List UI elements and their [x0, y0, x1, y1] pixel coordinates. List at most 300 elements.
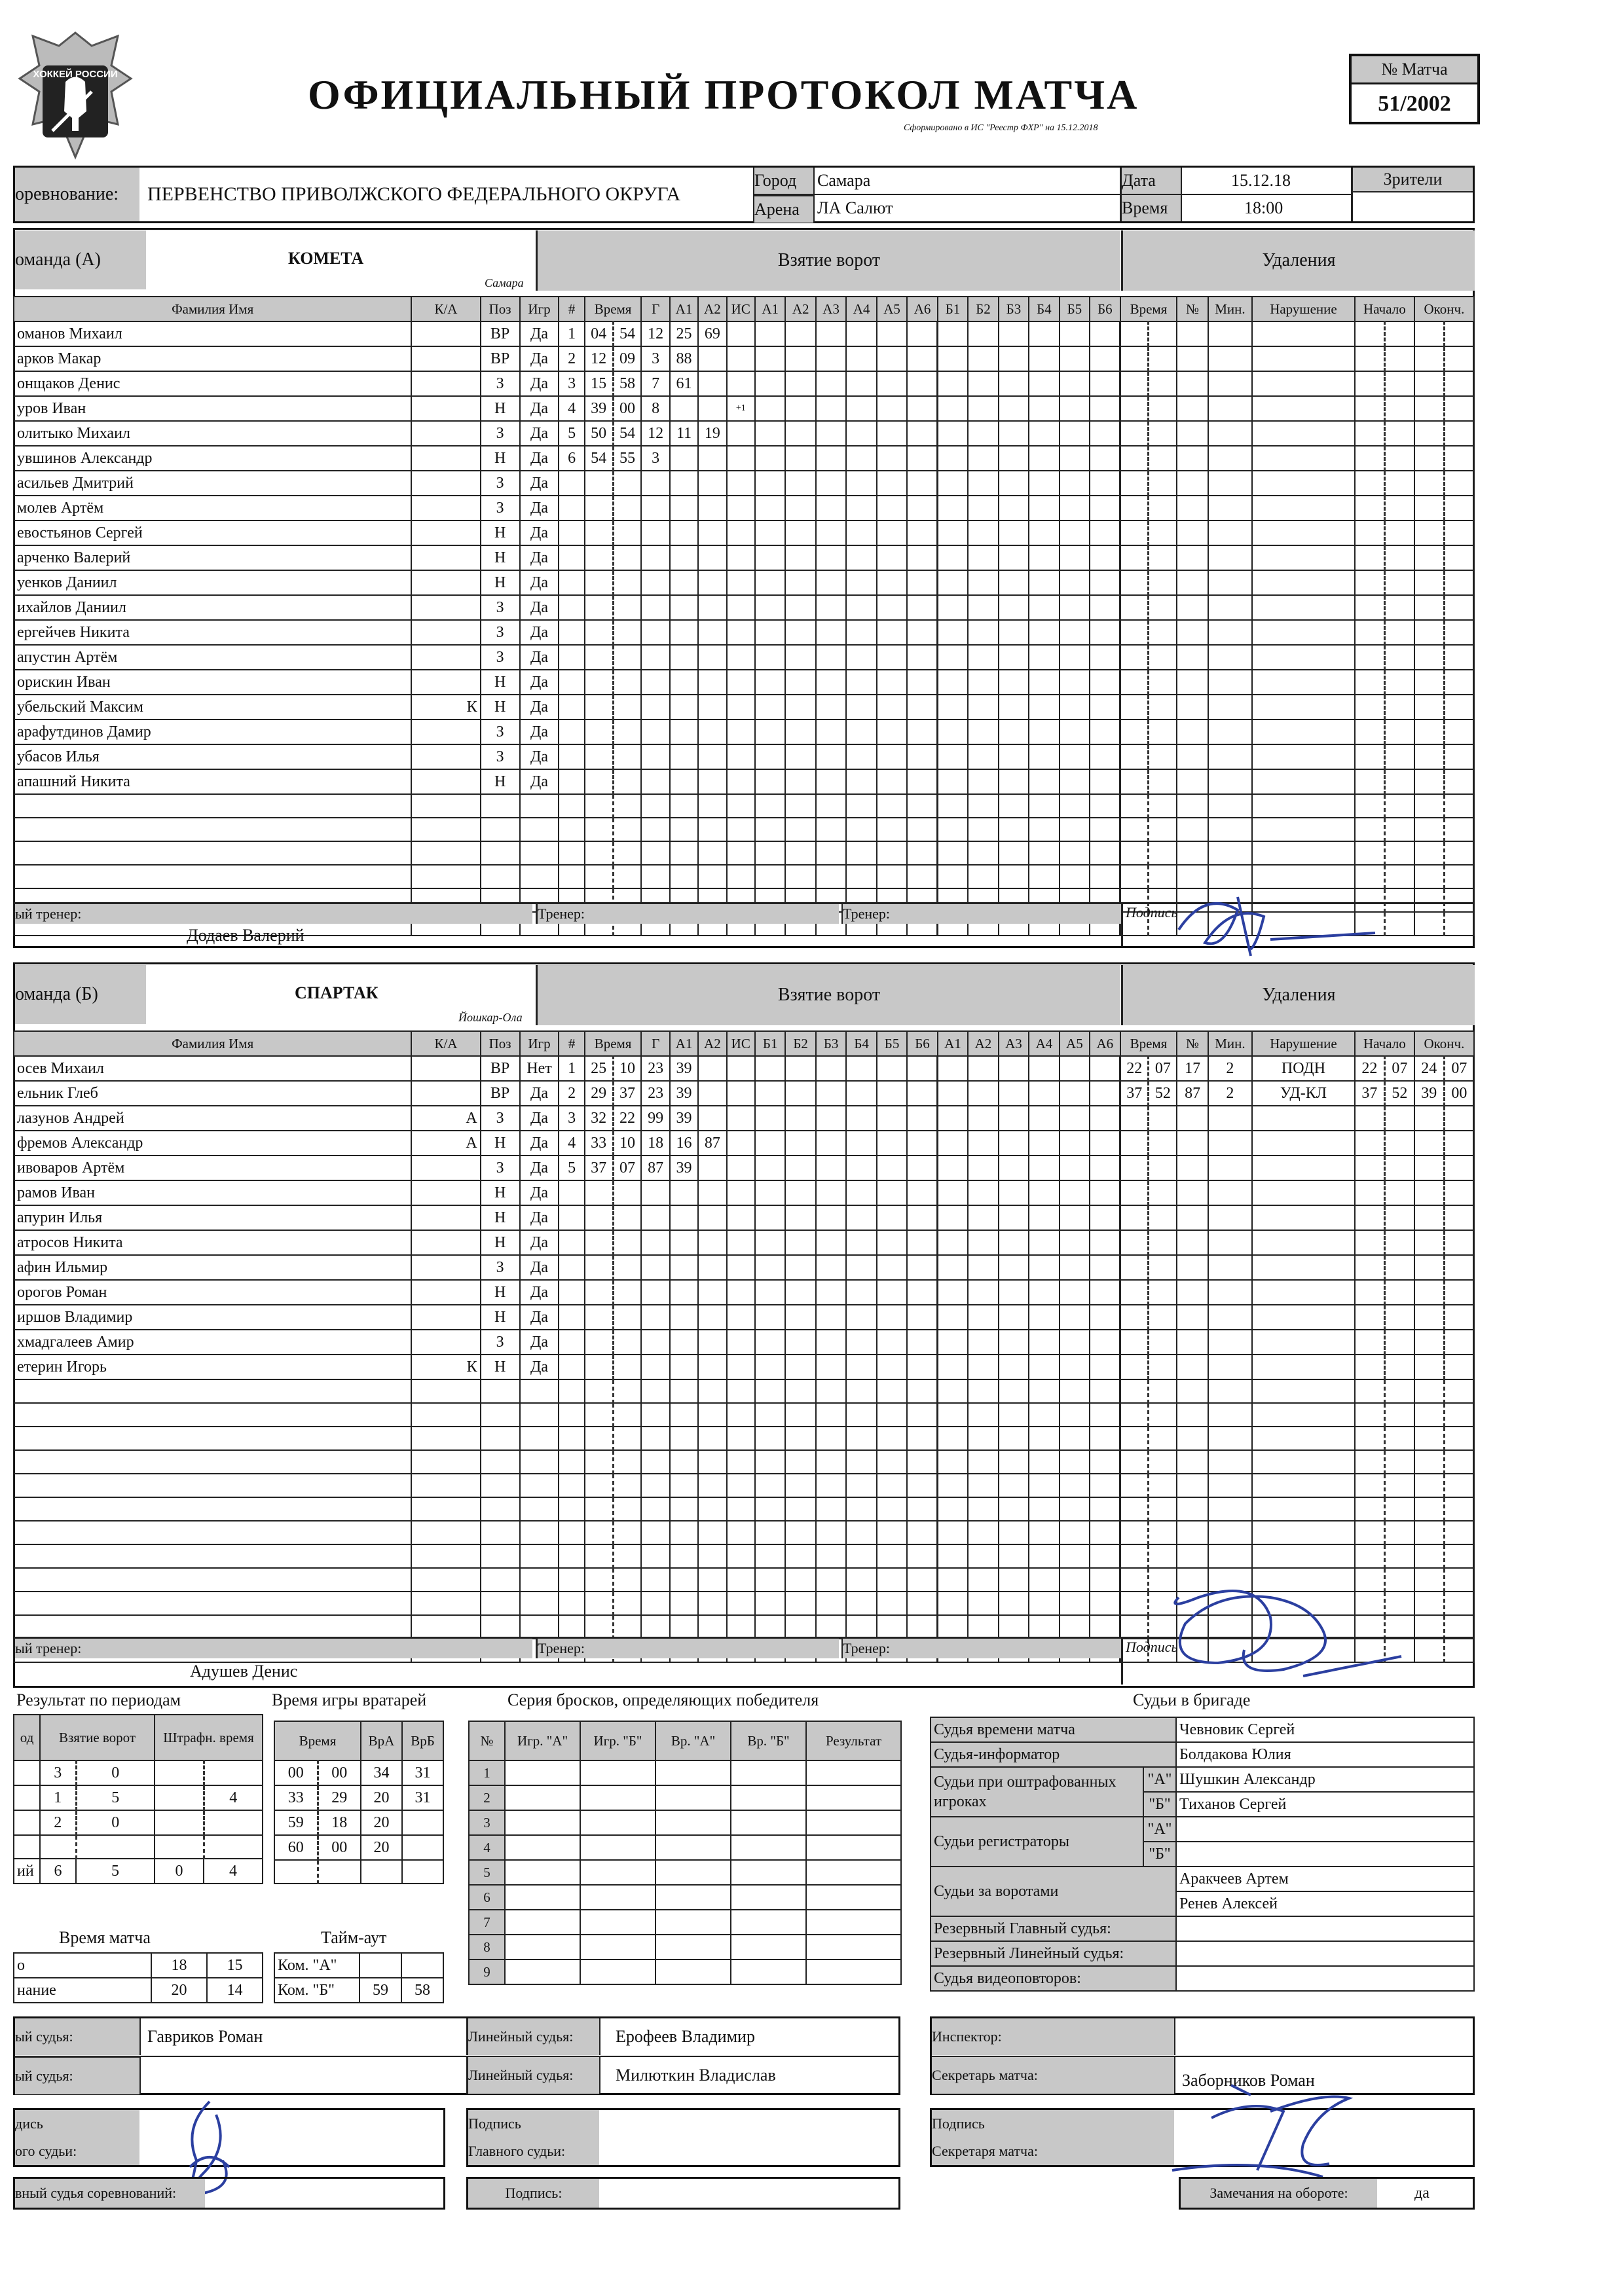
goal-scorer [641, 769, 669, 794]
player-ka [411, 1544, 480, 1568]
onice-cell [999, 841, 1029, 865]
onice-cell [999, 321, 1029, 346]
onice-cell [785, 1355, 815, 1379]
onice-cell [968, 1330, 998, 1355]
onice-cell [785, 794, 815, 818]
goal-is [727, 645, 755, 670]
onice-cell [1090, 471, 1120, 496]
pen-min [1120, 1427, 1149, 1450]
onice-cell [907, 446, 937, 471]
onice-cell [938, 1131, 968, 1156]
pen-minutes [1208, 545, 1252, 570]
onice-cell [816, 1081, 846, 1106]
pen-violation [1252, 744, 1355, 769]
onice-cell [1090, 446, 1120, 471]
onice-cell [1060, 446, 1090, 471]
onice-cell [1090, 1156, 1120, 1180]
pen-violation [1252, 1403, 1355, 1427]
onice-cell [968, 1280, 998, 1305]
onice-cell [999, 1568, 1029, 1592]
goal-num: 2 [559, 1081, 584, 1106]
onice-cell [938, 1230, 968, 1255]
pen-end-min [1414, 1156, 1444, 1180]
goal-scorer: 23 [641, 1056, 669, 1081]
player-row [14, 1255, 1474, 1280]
player-row [14, 1544, 1474, 1568]
onice-cell [816, 570, 846, 595]
onice-cell [938, 1081, 968, 1106]
penalty-judges-label: Судьи при оштрафованных игроках [931, 1767, 1143, 1817]
onice-cell [785, 446, 815, 471]
informer: Болдакова Юлия [1176, 1742, 1474, 1767]
goal-scorer [641, 1305, 669, 1330]
player-play: Да [520, 670, 559, 695]
onice-cell [907, 1450, 937, 1474]
goal-sec: 54 [613, 321, 641, 346]
goal-min: 54 [585, 446, 613, 471]
period-num [14, 1835, 40, 1859]
goal-a1 [670, 1592, 698, 1615]
shootout-cell [731, 1910, 806, 1935]
onice-cell [816, 1156, 846, 1180]
pen-minutes [1208, 1544, 1252, 1568]
onice-cell [877, 1521, 907, 1544]
penalty-judge-a-tag: "А" [1143, 1767, 1176, 1792]
onice-cell [785, 1255, 815, 1280]
pen-end-sec [1444, 1355, 1474, 1379]
onice-cell [846, 1427, 876, 1450]
onice-cell [877, 670, 907, 695]
col-onice-header: Б2 [968, 297, 998, 321]
onice-cell [1029, 1355, 1059, 1379]
player-pos: Н [481, 1230, 520, 1255]
pen-violation [1252, 670, 1355, 695]
shootout-header: № [469, 1721, 505, 1760]
onice-cell [907, 794, 937, 818]
onice-cell [785, 1427, 815, 1450]
onice-cell [785, 595, 815, 620]
goal-num [559, 1280, 584, 1305]
onice-cell [907, 645, 937, 670]
pen-end-min [1414, 841, 1444, 865]
onice-cell [1060, 595, 1090, 620]
period-pim-a [155, 1810, 204, 1835]
onice-cell [846, 1568, 876, 1592]
onice-cell [877, 1592, 907, 1615]
player-name [14, 1379, 411, 1403]
player-pos [481, 841, 520, 865]
goal-a1: 11 [670, 421, 698, 446]
pen-min [1120, 570, 1149, 595]
goal-sec: 55 [613, 446, 641, 471]
goal-min [585, 744, 613, 769]
goal-num [559, 1592, 584, 1615]
period-pim-b [204, 1760, 263, 1785]
player-play: Да [520, 1180, 559, 1205]
goal-is [727, 371, 755, 396]
onice-cell [938, 720, 968, 744]
pen-start-min [1355, 471, 1384, 496]
player-pos [481, 1427, 520, 1450]
goal-a1 [670, 446, 698, 471]
onice-cell [877, 695, 907, 720]
goal-sec [613, 1544, 641, 1568]
goal-scorer [641, 1180, 669, 1205]
onice-cell [877, 496, 907, 520]
onice-cell [816, 1615, 846, 1639]
pen-end-min [1414, 496, 1444, 520]
onice-cell [1090, 371, 1120, 396]
onice-cell [877, 620, 907, 645]
pen-start-sec [1384, 1497, 1414, 1521]
onice-cell [846, 396, 876, 421]
goal-a1 [670, 1568, 698, 1592]
pen-minutes [1208, 1131, 1252, 1156]
onice-cell [1060, 1305, 1090, 1330]
onice-cell [785, 396, 815, 421]
player-pos: З [481, 620, 520, 645]
goal-scorer [641, 645, 669, 670]
pen-end-min [1414, 371, 1444, 396]
player-ka [411, 744, 480, 769]
pen-end-sec [1444, 496, 1474, 520]
player-pos: Н [481, 1205, 520, 1230]
team-a-city: Самара [485, 276, 524, 289]
onice-cell [877, 321, 907, 346]
pen-end-sec [1444, 1427, 1474, 1450]
goal-sec [613, 1330, 641, 1355]
goal-is [727, 1450, 755, 1474]
onice-cell [877, 1305, 907, 1330]
pen-start-sec [1384, 1379, 1414, 1403]
player-row [14, 471, 1474, 496]
onice-cell [907, 865, 937, 888]
player-name: хмадгалеев Амир [14, 1330, 411, 1355]
onice-cell [816, 520, 846, 545]
goal-is [727, 1131, 755, 1156]
goal-min: 39 [585, 396, 613, 421]
goal-a2 [698, 1180, 726, 1205]
shootout-num: 6 [469, 1885, 505, 1910]
goal-num [559, 1450, 584, 1474]
pen-violation [1252, 1106, 1355, 1131]
pen-end-min [1414, 321, 1444, 346]
onice-cell [1029, 570, 1059, 595]
pen-minutes [1208, 396, 1252, 421]
onice-cell [999, 769, 1029, 794]
player-pos: Н [481, 1180, 520, 1205]
goal-num [559, 1305, 584, 1330]
onice-cell [907, 471, 937, 496]
shootout-table [468, 1721, 902, 1985]
pen-end-sec [1444, 371, 1474, 396]
onice-cell [846, 841, 876, 865]
goal-sec [613, 471, 641, 496]
pen-min [1120, 695, 1149, 720]
onice-cell [907, 1403, 937, 1427]
pen-start-sec [1384, 421, 1414, 446]
pen-min [1120, 1450, 1149, 1474]
pen-end-min [1414, 888, 1444, 912]
player-play [520, 1592, 559, 1615]
onice-cell [755, 1521, 785, 1544]
period-pim-b [204, 1835, 263, 1859]
onice-cell [907, 1379, 937, 1403]
timeout-title: Тайм-аут [321, 1928, 387, 1947]
player-pos: Н [481, 545, 520, 570]
onice-cell [755, 1180, 785, 1205]
goal-min [585, 570, 613, 595]
goal-min: 12 [585, 346, 613, 371]
onice-cell [938, 1205, 968, 1230]
onice-cell [968, 371, 998, 396]
match-end-m: 20 [151, 1978, 207, 2003]
onice-cell [1090, 1330, 1120, 1355]
onice-cell [1029, 1205, 1059, 1230]
goal-num [559, 570, 584, 595]
shootout-cell [505, 1885, 580, 1910]
onice-cell [1029, 645, 1059, 670]
onice-cell [1090, 1568, 1120, 1592]
onice-cell [816, 1355, 846, 1379]
onice-cell [816, 865, 846, 888]
goal-min [585, 1592, 613, 1615]
player-ka [411, 1305, 480, 1330]
goal-scorer [641, 1615, 669, 1639]
goal-is [727, 1474, 755, 1497]
onice-cell [907, 1521, 937, 1544]
goal-is [727, 1379, 755, 1403]
onice-cell [907, 595, 937, 620]
col-pen-time-header: Время [1120, 1031, 1177, 1056]
onice-cell [755, 321, 785, 346]
player-name: уенков Даниил [14, 570, 411, 595]
onice-cell [938, 321, 968, 346]
pen-start-sec [1384, 1180, 1414, 1205]
pen-player [1177, 1305, 1208, 1330]
pen-min [1120, 1280, 1149, 1305]
shootout-cell [580, 1810, 655, 1835]
col-pos-header: Поз [481, 1031, 520, 1056]
generated-note: Сформировано в ИС "Реестр ФХР" на 15.12.2018 [904, 123, 1098, 133]
pen-end-min [1414, 670, 1444, 695]
goal-is [727, 595, 755, 620]
pen-min [1120, 595, 1149, 620]
pen-player [1177, 471, 1208, 496]
goal-min: 50 [585, 421, 613, 446]
goal-sec [613, 1205, 641, 1230]
period-goals-a: 2 [40, 1810, 76, 1835]
col-onice-header: Б3 [816, 1031, 846, 1056]
pen-violation [1252, 520, 1355, 545]
col-time-header: Время [585, 1031, 642, 1056]
goal-min [585, 769, 613, 794]
onice-cell [968, 695, 998, 720]
period-num [14, 1785, 40, 1810]
ref-sign-label2: ого судьи: [15, 2138, 139, 2165]
onice-cell [1029, 471, 1059, 496]
goalie-sec: 00 [318, 1835, 361, 1860]
onice-cell [999, 471, 1029, 496]
col-is-header: ИС [727, 1031, 755, 1056]
col-pen-no-header: № [1177, 297, 1208, 321]
onice-cell [846, 1305, 876, 1330]
periods-header-period: од [14, 1715, 40, 1760]
col-onice-header: Б5 [1060, 297, 1090, 321]
onice-cell [846, 794, 876, 818]
goal-a1 [670, 1355, 698, 1379]
onice-cell [877, 1330, 907, 1355]
onice-cell [999, 545, 1029, 570]
player-name [14, 818, 411, 841]
pen-violation [1252, 620, 1355, 645]
onice-cell [907, 769, 937, 794]
col-ka-header: К/А [411, 1031, 480, 1056]
pen-sec [1149, 520, 1177, 545]
player-pos: З [481, 720, 520, 744]
pen-end-min [1414, 1379, 1444, 1403]
pen-start-sec [1384, 769, 1414, 794]
pen-end-min [1414, 865, 1444, 888]
goal-a1 [670, 1205, 698, 1230]
goalies-title: Время игры вратарей [272, 1690, 427, 1709]
onice-cell [785, 421, 815, 446]
player-name: орогов Роман [14, 1280, 411, 1305]
pen-violation [1252, 818, 1355, 841]
pen-sec [1149, 720, 1177, 744]
onice-cell [968, 1497, 998, 1521]
pen-end-sec [1444, 595, 1474, 620]
onice-cell [877, 1056, 907, 1081]
player-ka [411, 1615, 480, 1639]
pen-start-min [1355, 1497, 1384, 1521]
goal-min [585, 1474, 613, 1497]
player-play: Да [520, 1131, 559, 1156]
onice-cell [755, 1205, 785, 1230]
pen-end-sec: 07 [1444, 1056, 1474, 1081]
onice-cell [816, 1379, 846, 1403]
onice-cell [1090, 570, 1120, 595]
goal-judges-label: Судьи за воротами [931, 1867, 1176, 1916]
pen-minutes [1208, 1305, 1252, 1330]
onice-cell [1060, 1255, 1090, 1280]
player-name [14, 1474, 411, 1497]
pen-player [1177, 620, 1208, 645]
goalie-b [402, 1810, 443, 1835]
period-pim-a [155, 1835, 204, 1859]
onice-cell [877, 645, 907, 670]
onice-cell [846, 346, 876, 371]
onice-cell [1060, 1056, 1090, 1081]
pen-player [1177, 1544, 1208, 1568]
player-ka [411, 346, 480, 371]
onice-cell [968, 1230, 998, 1255]
video-judge-label: Судья видеоповторов: [931, 1966, 1176, 1991]
pen-end-min [1414, 1355, 1444, 1379]
goal-num [559, 1474, 584, 1497]
onice-cell [968, 1106, 998, 1131]
onice-cell [1090, 744, 1120, 769]
onice-cell [846, 1450, 876, 1474]
onice-cell [1090, 1497, 1120, 1521]
onice-cell [938, 744, 968, 769]
shootout-cell [806, 1910, 901, 1935]
pen-minutes [1208, 371, 1252, 396]
period-goals-b: 0 [76, 1760, 155, 1785]
goal-a2 [698, 1450, 726, 1474]
col-onice-header: А1 [938, 1031, 968, 1056]
pen-violation [1252, 1521, 1355, 1544]
goal-a1 [670, 645, 698, 670]
player-pos [481, 1450, 520, 1474]
competition-label: оревнование: [15, 168, 139, 221]
player-play: Да [520, 1156, 559, 1180]
goal-sec [613, 595, 641, 620]
goal-a2 [698, 1497, 726, 1521]
goal-is [727, 1205, 755, 1230]
goal-a1 [670, 1255, 698, 1280]
pen-minutes [1208, 841, 1252, 865]
onice-cell [816, 321, 846, 346]
player-pos: З [481, 1255, 520, 1280]
goal-a2 [698, 1255, 726, 1280]
team-a-label: оманда (А) [15, 230, 146, 289]
pen-start-sec [1384, 888, 1414, 912]
pen-minutes [1208, 1230, 1252, 1255]
onice-cell [816, 818, 846, 841]
onice-cell [1090, 794, 1120, 818]
col-pen-min-header: Мин. [1208, 1031, 1252, 1056]
goalies-table [274, 1721, 444, 1884]
onice-cell [846, 1592, 876, 1615]
pen-sec [1149, 421, 1177, 446]
onice-cell [907, 570, 937, 595]
onice-cell [816, 1205, 846, 1230]
onice-cell [785, 1280, 815, 1305]
pen-violation: ПОДН [1252, 1056, 1355, 1081]
period-goals-b [76, 1835, 155, 1859]
onice-cell [1090, 321, 1120, 346]
goal-min [585, 1230, 613, 1255]
goal-num: 2 [559, 346, 584, 371]
goal-num [559, 670, 584, 695]
pen-minutes [1208, 421, 1252, 446]
pen-min [1120, 818, 1149, 841]
pen-start-sec: 52 [1384, 1081, 1414, 1106]
goalie-b: 31 [402, 1785, 443, 1810]
onice-cell [1090, 1081, 1120, 1106]
onice-cell [816, 1403, 846, 1427]
city-value: Самара [817, 171, 871, 190]
pen-end-min [1414, 471, 1444, 496]
onice-cell [816, 744, 846, 769]
goal-num [559, 865, 584, 888]
goal-sec [613, 1403, 641, 1427]
onice-cell [968, 1255, 998, 1280]
pen-sec [1149, 1521, 1177, 1544]
goal-a2 [698, 1568, 726, 1592]
team-a-coach-label: Тренер: [536, 904, 839, 924]
onice-cell [999, 1081, 1029, 1106]
period-pim-a [155, 1785, 204, 1810]
player-name: евостьянов Сергей [14, 520, 411, 545]
col-is-header: ИС [727, 297, 755, 321]
pen-sec [1149, 1474, 1177, 1497]
onice-cell [1090, 496, 1120, 520]
player-row [14, 545, 1474, 570]
goal-num: 3 [559, 1106, 584, 1131]
goal-a1 [670, 1330, 698, 1355]
